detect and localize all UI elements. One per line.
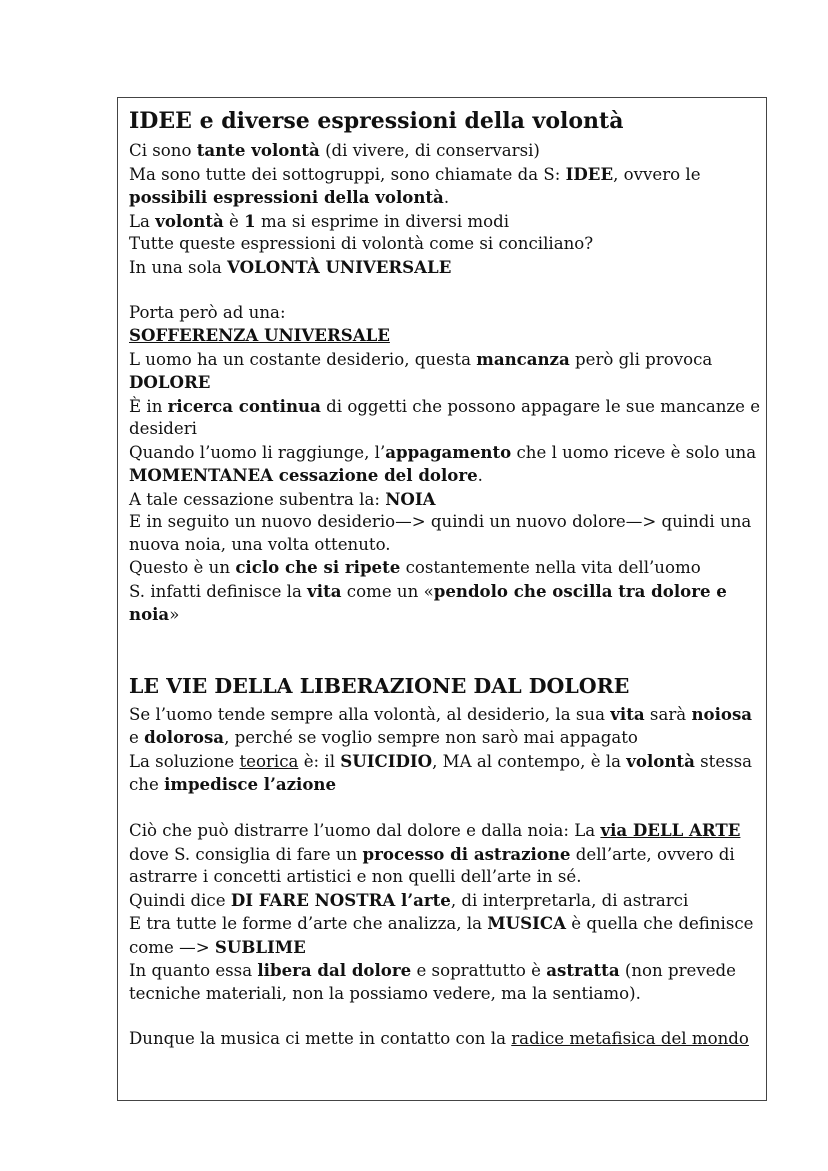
spacer <box>129 1005 761 1028</box>
paragraph: In quanto essa libera dal dolore e soprattutto è astratta (non prevede tecniche materiali, non la possiamo vedere, ma la sentiamo). <box>129 960 736 1003</box>
text-line: In una sola VOLONTÀ UNIVERSALE <box>129 256 452 277</box>
spacer <box>129 627 761 672</box>
text-line: La volontà è 1 ma si esprime in diversi modi <box>129 210 510 231</box>
text-line: A tale cessazione subentra la: NOIA <box>129 488 436 509</box>
text-line: Quando l’uomo li raggiunge, l’appagamento che l uomo riceve è solo una <box>129 441 757 462</box>
text-line: Porta però ad una: <box>129 302 286 322</box>
document-frame <box>117 97 767 1101</box>
text-line: L uomo ha un costante desiderio, questa mancanza però gli provoca <box>129 348 713 369</box>
paragraph: Quindi dice DI FARE NOSTRA l’arte, di interpretarla, di astrarci <box>129 889 689 910</box>
spacer <box>129 279 761 302</box>
text-line: È in ricerca continua di oggetti che possono appagare le sue mancanze e desideri <box>129 395 761 438</box>
section-title-idee: IDEE e diverse espressioni della volontà <box>129 108 624 134</box>
paragraph: E tra tutte le forme d’arte che analizza, la MUSICA è quella che definisce come —> SUBLIME <box>129 913 754 957</box>
text-line: Ma sono tutte dei sottogruppi, sono chiamate da S: IDEE, ovvero le <box>129 163 701 184</box>
paragraph: La soluzione teorica è: il SUICIDIO, MA al contempo, è la volontà stessa che impedisce l’azione <box>129 750 753 794</box>
paragraph: Se l’uomo tende sempre alla volontà, al desiderio, la sua vita sarà noiosa e dolorosa, perché se voglio sempre non sarò mai appagato <box>129 703 753 747</box>
text-line: MOMENTANEA cessazione del dolore. <box>129 465 483 485</box>
paragraph: dove S. consiglia di fare un processo di astrazione dell’arte, ovvero di astrarre i concetti artistici e non quelli dell’arte in sé. <box>129 843 735 886</box>
text-line: DOLORE <box>129 372 211 392</box>
text-line: Questo è un ciclo che si ripete costantemente nella vita dell’uomo <box>129 557 701 577</box>
section-title-liberazione: LE VIE DELLA LIBERAZIONE DAL DOLORE <box>129 673 630 698</box>
paragraph: Dunque la musica ci mette in contatto con la radice metafisica del mondo <box>129 1028 749 1048</box>
subheading-sofferenza: SOFFERENZA UNIVERSALE <box>129 325 390 345</box>
spacer <box>129 797 761 820</box>
text-line: E in seguito un nuovo desiderio—> quindi un nuovo dolore—> quindi una nuova noia, una volta ottenuto. <box>129 512 752 554</box>
text-line: S. infatti definisce la vita come un «pendolo che oscilla tra dolore e noia» <box>129 580 727 624</box>
text-line: Ci sono tante volontà (di vivere, di conservarsi) <box>129 140 540 160</box>
paragraph: Ciò che può distrarre l’uomo dal dolore e dalla noia: La via DELL ARTE <box>129 820 741 840</box>
text-line: Tutte queste espressioni di volontà come si conciliano? <box>129 234 594 253</box>
document-content <box>129 106 761 1050</box>
text-line: possibili espressioni della volontà. <box>129 187 450 207</box>
